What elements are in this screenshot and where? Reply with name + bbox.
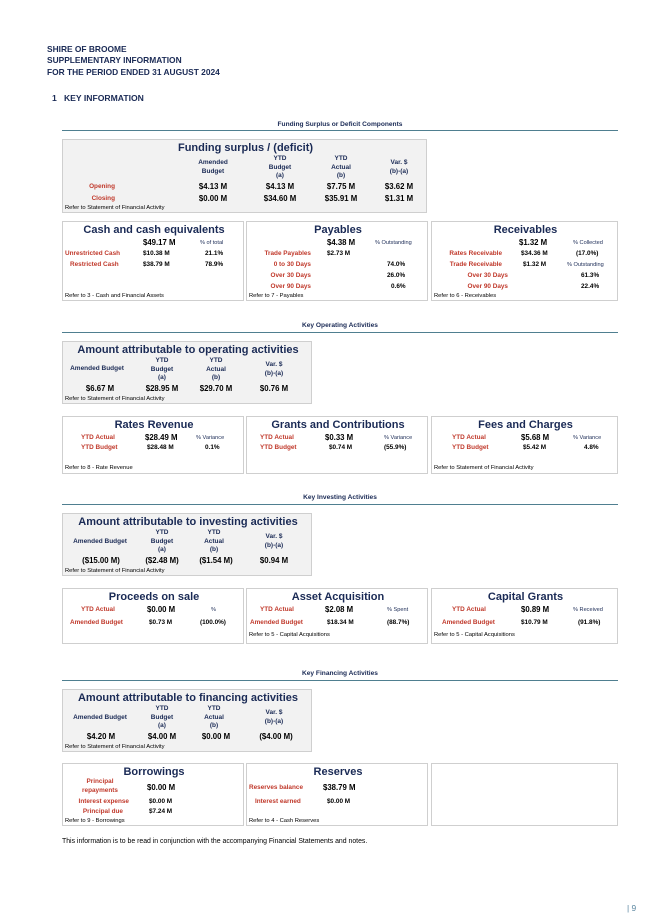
receivables-over-90-pct: 22.4% <box>581 283 600 290</box>
payables-total: $4.38 M <box>327 238 356 247</box>
operating-ytd-actual-value: $29.70 M <box>199 384 233 393</box>
capgrants-actual-label: YTD Actual <box>452 606 486 613</box>
borrowings-due-label: Principal due <box>82 808 123 815</box>
header-line-2: SUPPLEMENTARY INFORMATION <box>47 55 182 66</box>
rates-variance-pct: 0.1% <box>205 444 220 451</box>
cash-total-label: % of total <box>200 240 224 246</box>
reserves-ref: Refer to 4 - Cash Reserves <box>249 818 320 824</box>
grants-budget-label: YTD Budget <box>260 444 297 451</box>
cash-restricted-label: Restricted Cash <box>70 261 119 268</box>
funding-band-line <box>62 130 618 131</box>
operating-col-amended: Amended Budget <box>70 365 124 372</box>
receivables-ref: Refer to 6 - Receivables <box>434 293 497 299</box>
fees-card <box>431 416 618 474</box>
payables-over-90-label: Over 90 Days <box>270 283 311 290</box>
fees-ref: Refer to Statement of Financial Activity <box>434 465 534 471</box>
investing-title: Amount attributable to investing activities <box>78 516 298 528</box>
reserves-interest-value: $0.00 M <box>327 798 351 805</box>
funding-closing-ytd-actual: $35.91 M <box>324 194 358 203</box>
investing-card <box>62 513 312 576</box>
operating-band-title: Key Operating Activities <box>302 322 378 329</box>
financing-col-amended: Amended Budget <box>73 714 127 721</box>
receivables-rates-value: $34.36 M <box>521 250 548 257</box>
financing-title: Amount attributable to financing activities <box>77 692 299 704</box>
financing-variance-value: ($4.00 M) <box>259 732 293 741</box>
borrowings-card <box>62 763 244 826</box>
borrowings-interest-label: Interest expense <box>78 798 129 805</box>
proceeds-pct-label: % <box>211 607 216 613</box>
funding-col-ytd-budget: YTD Budget (a) <box>268 155 292 180</box>
fees-budget-label: YTD Budget <box>452 444 489 451</box>
investing-ytd-actual-value: ($1.54 M) <box>199 556 233 565</box>
payables-over-90-pct: 0.6% <box>391 283 406 290</box>
funding-col-amended: Amended Budget <box>198 159 228 175</box>
cash-unrestricted-value: $10.38 M <box>143 250 170 257</box>
proceeds-card <box>62 588 244 644</box>
rates-title: Rates Revenue <box>114 419 194 431</box>
page-number: | 9 <box>627 903 637 913</box>
investing-col-amended: Amended Budget <box>73 538 127 545</box>
reserves-balance-label: Reserves balance <box>249 784 304 791</box>
reserves-interest-label: Interest earned <box>255 798 301 805</box>
payables-0-30-label: 0 to 30 Days <box>273 261 311 268</box>
receivables-trade-value: $1.32 M <box>523 261 547 268</box>
fees-actual-value: $5.68 M <box>521 433 550 442</box>
cash-ref: Refer to 3 - Cash and Financial Assets <box>65 293 164 299</box>
funding-col-variance: Var. $ (b)-(a) <box>389 159 409 175</box>
reserves-balance-value: $38.79 M <box>323 783 356 792</box>
operating-col-ytd-budget: YTD Budget (a) <box>150 357 174 382</box>
financing-col-ytd-actual: YTD Actual (b) <box>204 705 224 730</box>
financing-col-ytd-budget: YTD Budget (a) <box>150 705 174 730</box>
grants-variance-pct: (55.9%) <box>384 444 407 451</box>
funding-closing-label: Closing <box>91 195 115 202</box>
investing-col-ytd-actual: YTD Actual (b) <box>204 529 224 554</box>
financing-ref: Refer to Statement of Financial Activity <box>65 744 165 750</box>
cash-total: $49.17 M <box>143 238 176 247</box>
assets-title: Asset Acquisition <box>291 591 385 603</box>
document-header <box>47 44 220 78</box>
receivables-total: $1.32 M <box>519 238 548 247</box>
fees-budget-value: $5.42 M <box>523 444 547 451</box>
assets-spent-pct: (88.7%) <box>387 619 410 626</box>
funding-col-ytd-actual: YTD Actual (b) <box>331 155 351 180</box>
operating-band-line <box>62 332 618 333</box>
proceeds-title: Proceeds on sale <box>108 591 200 603</box>
investing-band-title: Key Investing Activities <box>303 494 377 501</box>
rates-variance-label: % Variance <box>196 435 225 441</box>
receivables-title: Receivables <box>493 224 558 236</box>
payables-title: Payables <box>314 224 362 236</box>
receivables-outstanding-label: % Outstanding <box>567 262 604 268</box>
footer-note: This information is to be read in conjunction with the accompanying Financial Statements and notes. <box>62 838 368 845</box>
fees-variance-label: % Variance <box>573 435 602 441</box>
financing-ytd-budget-value: $4.00 M <box>147 732 177 741</box>
capital-grants-card <box>431 588 618 644</box>
investing-band-line <box>62 504 618 505</box>
rates-budget-value: $28.48 M <box>147 444 174 451</box>
funding-band-title: Funding Surplus or Deficit Components <box>277 121 403 128</box>
investing-variance-value: $0.94 M <box>259 556 289 565</box>
fees-variance-pct: 4.8% <box>584 444 599 451</box>
capgrants-title: Capital Grants <box>487 591 564 603</box>
funding-title: Funding surplus / (deficit) <box>177 142 314 154</box>
grants-title: Grants and Contributions <box>271 419 405 431</box>
operating-col-ytd-actual: YTD Actual (b) <box>206 357 226 382</box>
operating-variance-value: $0.76 M <box>259 384 289 393</box>
funding-opening-variance: $3.62 M <box>384 182 414 191</box>
funding-closing-variance: $1.31 M <box>384 194 414 203</box>
grants-variance-label: % Variance <box>384 435 413 441</box>
grants-actual-label: YTD Actual <box>260 434 294 441</box>
cash-unrestricted-pct: 21.1% <box>205 250 224 257</box>
cash-restricted-value: $38.79 M <box>143 261 170 268</box>
funding-ref: Refer to Statement of Financial Activity <box>65 205 165 211</box>
operating-amended-value: $6.67 M <box>85 384 115 393</box>
payables-ref: Refer to 7 - Payables <box>249 293 304 299</box>
payables-over-30-label: Over 30 Days <box>270 272 311 279</box>
operating-ref: Refer to Statement of Financial Activity <box>65 396 165 402</box>
assets-actual-label: YTD Actual <box>260 606 294 613</box>
grants-budget-value: $0.74 M <box>329 444 353 451</box>
capgrants-ref: Refer to 5 - Capital Acquisitions <box>434 632 515 638</box>
receivables-rates-label: Rates Receivable <box>449 250 502 257</box>
assets-actual-value: $2.08 M <box>325 605 354 614</box>
proceeds-actual-label: YTD Actual <box>81 606 115 613</box>
cash-title: Cash and cash equivalents <box>83 224 225 236</box>
asset-acquisition-card <box>246 588 428 644</box>
capgrants-received-pct: (91.8%) <box>578 619 601 626</box>
operating-card <box>62 341 312 404</box>
rates-ref: Refer to 8 - Rate Revenue <box>65 465 133 471</box>
fees-title: Fees and Charges <box>478 419 573 431</box>
rates-budget-label: YTD Budget <box>81 444 118 451</box>
cash-unrestricted-label: Unrestricted Cash <box>65 250 121 257</box>
rates-actual-label: YTD Actual <box>81 434 115 441</box>
funding-opening-ytd-actual: $7.75 M <box>326 182 356 191</box>
assets-budget-label: Amended Budget <box>250 619 303 626</box>
investing-ref: Refer to Statement of Financial Activity <box>65 568 165 574</box>
receivables-over-30-pct: 61.3% <box>581 272 600 279</box>
borrowings-principal-value: $0.00 M <box>147 783 176 792</box>
rates-card <box>62 416 244 474</box>
fees-actual-label: YTD Actual <box>452 434 486 441</box>
empty-card <box>431 763 618 826</box>
funding-closing-amended: $0.00 M <box>198 194 228 203</box>
funding-opening-amended: $4.13 M <box>198 182 228 191</box>
investing-col-ytd-budget: YTD Budget (a) <box>150 529 174 554</box>
investing-amended-value: ($15.00 M) <box>82 556 120 565</box>
payables-over-30-pct: 26.0% <box>387 272 406 279</box>
grants-actual-value: $0.33 M <box>325 433 354 442</box>
receivables-over-90-label: Over 90 Days <box>467 283 508 290</box>
proceeds-budget-label: Amended Budget <box>70 619 123 626</box>
reserves-title: Reserves <box>313 766 363 778</box>
header-line-1: SHIRE OF BROOME <box>47 44 127 54</box>
payables-0-30-pct: 74.0% <box>387 261 406 268</box>
grants-card <box>246 416 428 474</box>
payables-total-label: % Outstanding <box>375 240 412 246</box>
section-title: KEY INFORMATION <box>63 93 144 103</box>
cash-card <box>62 221 244 301</box>
operating-ytd-budget-value: $28.95 M <box>145 384 179 393</box>
borrowings-principal-label: Principal repayments <box>82 778 118 794</box>
proceeds-budget-value: $0.73 M <box>149 619 173 626</box>
capgrants-received-label: % Received <box>573 607 603 613</box>
borrowings-ref: Refer to 9 - Borrowings <box>65 818 125 824</box>
proceeds-actual-value: $0.00 M <box>147 605 176 614</box>
financing-band-line <box>62 680 618 681</box>
rates-actual-value: $28.49 M <box>145 433 178 442</box>
borrowings-due-value: $7.24 M <box>149 808 173 815</box>
financing-col-variance: Var. $ (b)-(a) <box>264 709 284 725</box>
funding-opening-ytd-budget: $4.13 M <box>265 182 295 191</box>
assets-spent-label: % Spent <box>387 607 409 613</box>
receivables-total-label: % Collected <box>573 240 603 246</box>
receivables-over-30-label: Over 30 Days <box>467 272 508 279</box>
payables-trade-label: Trade Payables <box>264 250 311 257</box>
section-number: 1 <box>52 93 57 103</box>
financing-band-title: Key Financing Activities <box>302 670 378 677</box>
assets-ref: Refer to 5 - Capital Acquisitions <box>249 632 330 638</box>
header-line-3: FOR THE PERIOD ENDED 31 AUGUST 2024 <box>47 66 220 77</box>
operating-col-variance: Var. $ (b)-(a) <box>264 361 284 377</box>
payables-card <box>246 221 428 301</box>
borrowings-interest-value: $0.00 M <box>149 798 173 805</box>
funding-closing-ytd-budget: $34.60 M <box>263 194 297 203</box>
capgrants-budget-value: $10.79 M <box>521 619 548 626</box>
reserves-card <box>246 763 428 826</box>
payables-trade-value: $2.73 M <box>327 250 351 257</box>
assets-budget-value: $18.34 M <box>327 619 354 626</box>
receivables-rates-pct: (17.0%) <box>576 250 599 257</box>
financing-card <box>62 689 312 752</box>
capgrants-budget-label: Amended Budget <box>442 619 495 626</box>
funding-opening-label: Opening <box>89 183 115 190</box>
receivables-card <box>431 221 618 301</box>
section-heading <box>52 93 144 103</box>
receivables-trade-label: Trade Receivable <box>449 261 502 268</box>
investing-col-variance: Var. $ (b)-(a) <box>264 533 284 549</box>
investing-ytd-budget-value: ($2.48 M) <box>145 556 179 565</box>
funding-surplus-card <box>62 139 427 213</box>
capgrants-actual-value: $0.89 M <box>521 605 550 614</box>
financing-amended-value: $4.20 M <box>86 732 116 741</box>
financing-ytd-actual-value: $0.00 M <box>201 732 231 741</box>
borrowings-title: Borrowings <box>123 766 185 778</box>
operating-title: Amount attributable to operating activities <box>77 344 299 356</box>
proceeds-pct-value: (100.0%) <box>200 619 226 626</box>
cash-restricted-pct: 78.9% <box>205 261 224 268</box>
